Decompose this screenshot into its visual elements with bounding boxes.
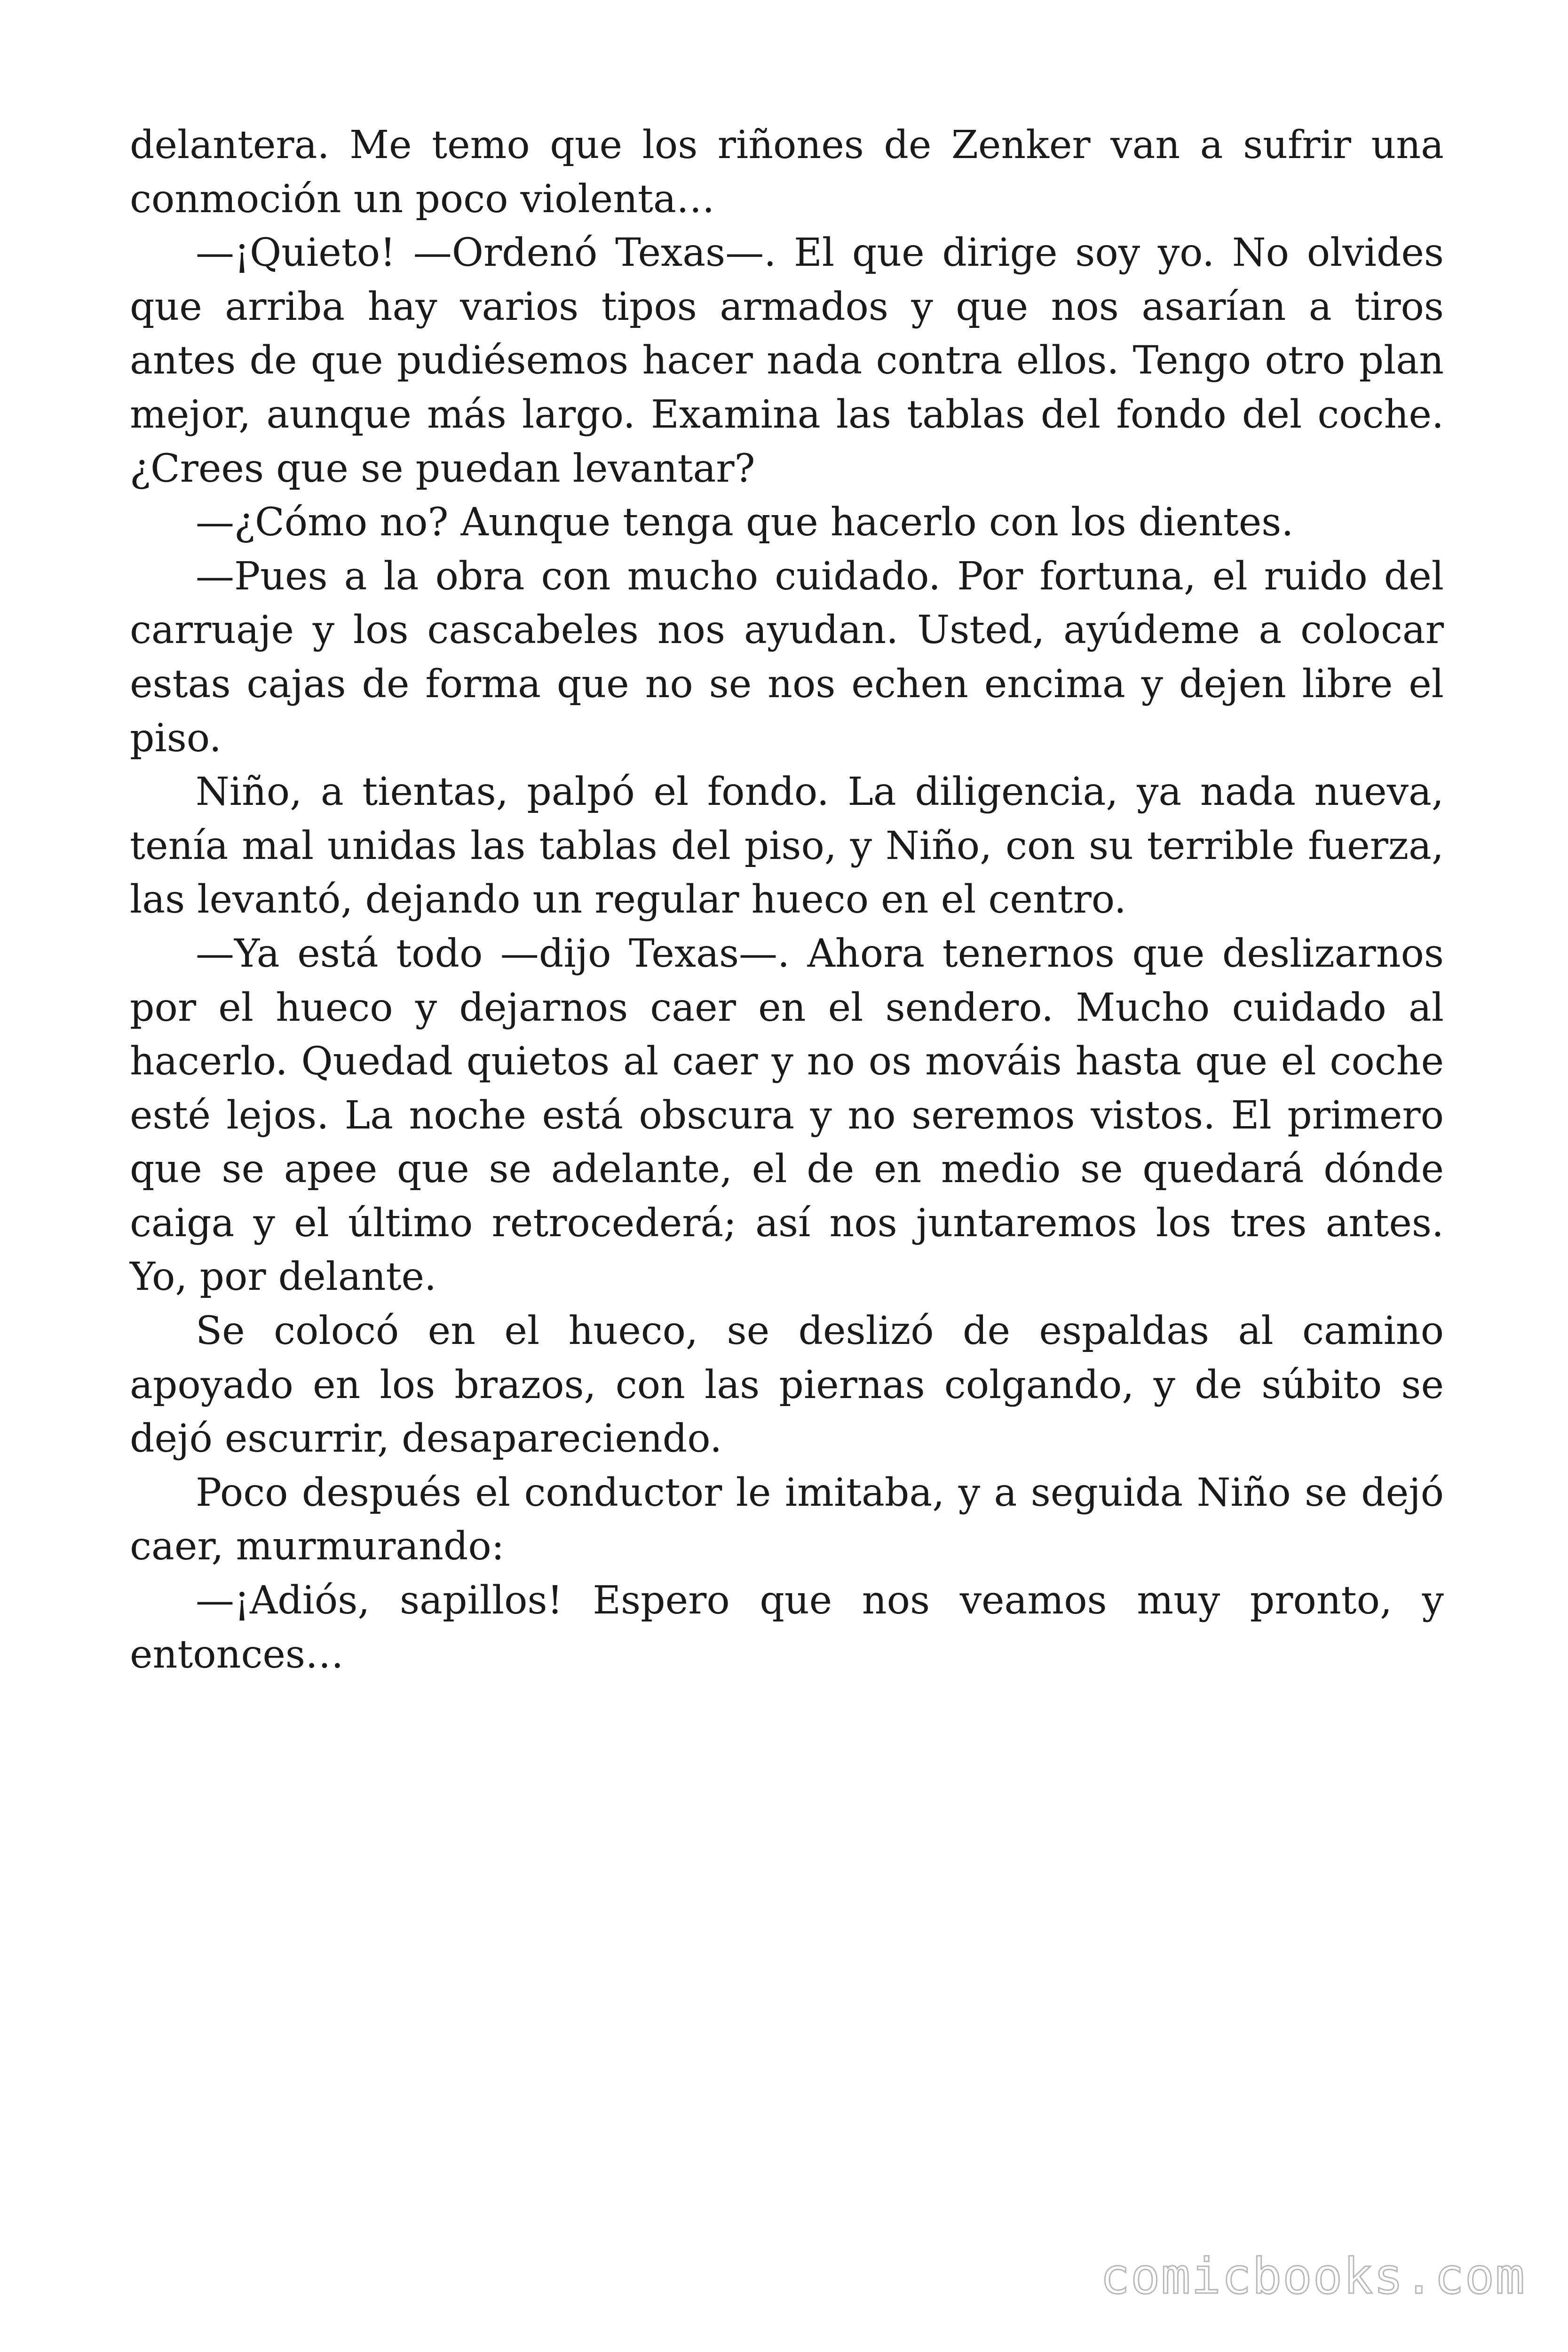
paragraph-2: —¡Quieto! —Ordenó Texas—. El que dirige soy yo. No olvides que arriba hay varios tipos armados y que nos asarían a tiros antes de que pudiésemos hacer nada contra ellos. Tengo otro plan mejor, aunque más largo. Examina las tablas del fondo del coche. ¿Crees que se puedan levantar? [130,230,1444,491]
paragraph-7: Se colocó en el hueco, se deslizó de espaldas al camino apoyado en los brazos, con las piernas colgando, y de súbito se dejó escurrir, desapareciendo. [130,1309,1444,1462]
watermark: comicbooks.com [1100,2248,1526,2305]
paragraph-9: —¡Adiós, sapillos! Espero que nos veamos muy pronto, y entonces… [130,1578,1444,1677]
paragraph-4: —Pues a la obra con mucho cuidado. Por fortuna, el ruido del carruaje y los cascabeles nos ayudan. Usted, ayúdeme a colocar estas cajas de forma que no se nos echen encima y dejen libre el piso. [130,554,1444,761]
paragraph-1: delantera. Me temo que los riñones de Zenker van a sufrir una conmoción un poco violenta… [130,123,1444,222]
paragraph-8: Poco después el conductor le imitaba, y a seguida Niño se dejó caer, murmurando: [130,1470,1444,1569]
paragraph-5: Niño, a tientas, palpó el fondo. La diligencia, ya nada nueva, tenía mal unidas las tablas del piso, y Niño, con su terrible fuerza, las levantó, dejando un regular hueco en el centro. [130,770,1444,922]
body-text [130,119,1444,1682]
paragraph-6: —Ya está todo —dijo Texas—. Ahora tenernos que deslizarnos por el hueco y dejarnos caer en el sendero. Mucho cuidado al hacerlo. Quedad quietos al caer y no os mováis hasta que el coche esté lejos. La noche está obscura y no seremos vistos. El primero que se apee que se adelante, el de en medio se quedará dónde caiga y el último retrocederá; así nos juntaremos los tres antes. Yo, por delante. [130,931,1444,1300]
paragraph-3: —¿Cómo no? Aunque tenga que hacerlo con los dientes. [196,500,1294,545]
